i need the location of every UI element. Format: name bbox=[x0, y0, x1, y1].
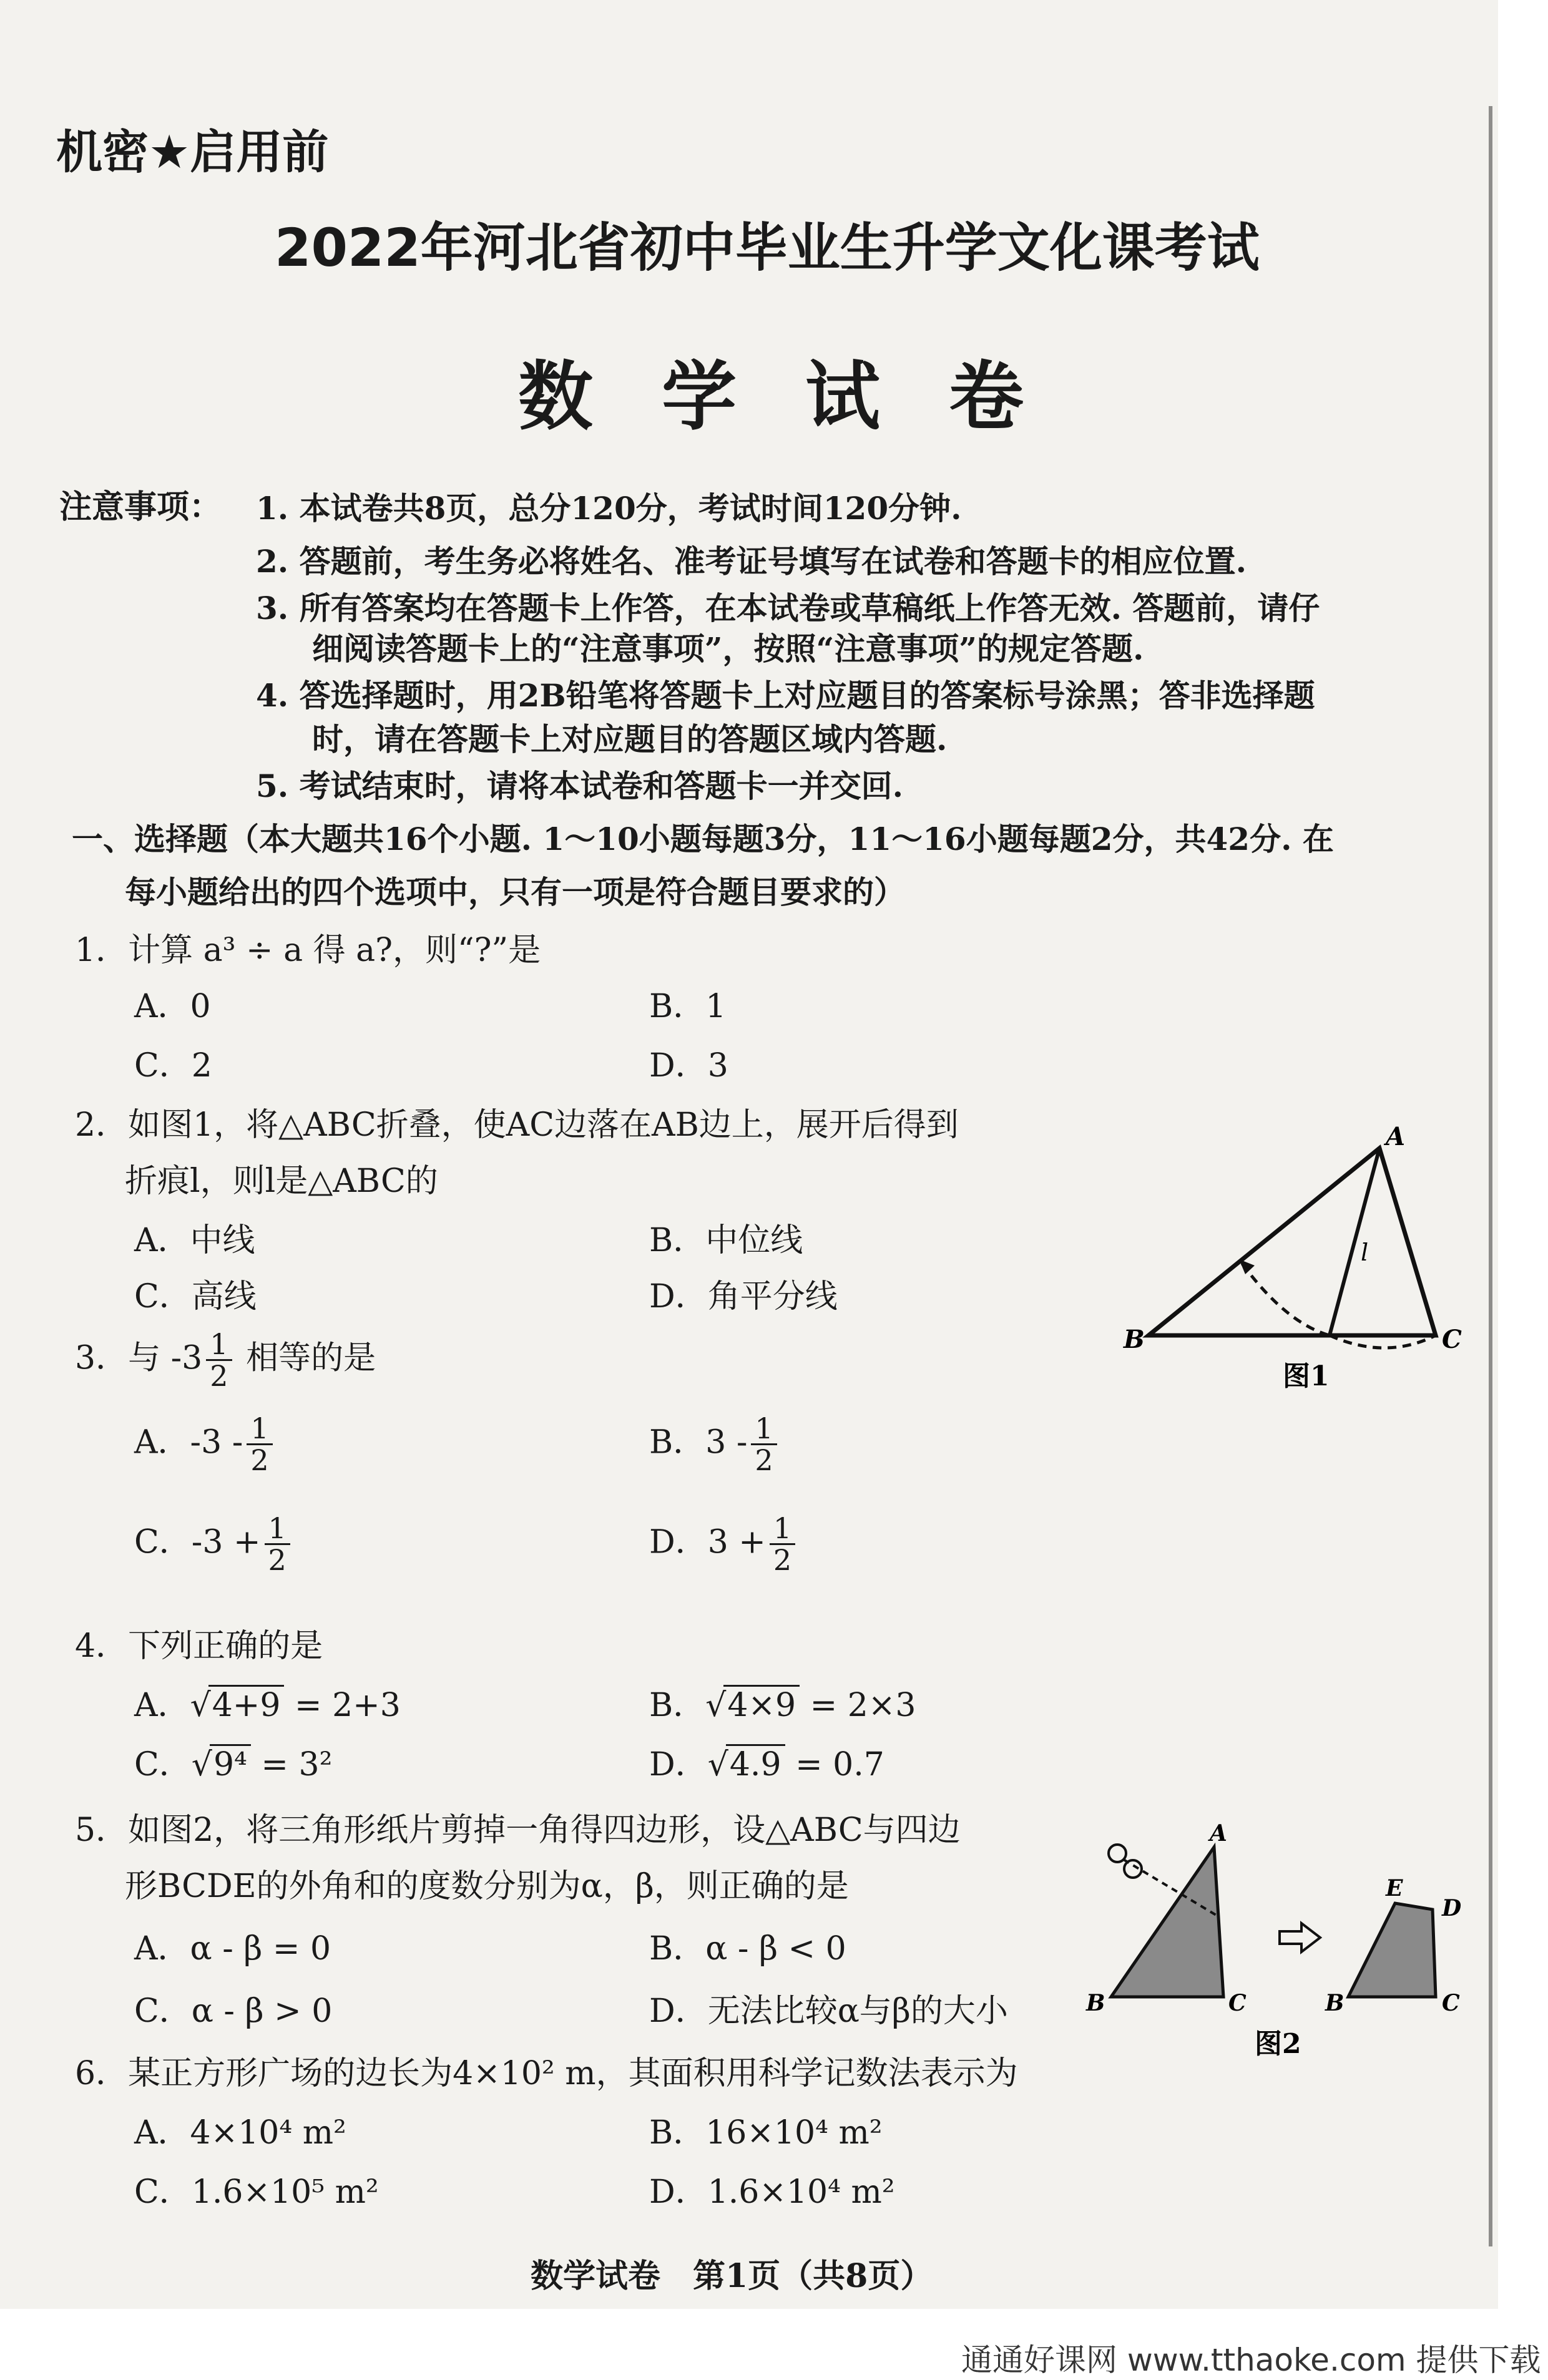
notice-label: 注意事项： bbox=[59, 489, 222, 526]
notice-item: 1. 本试卷共8页，总分120分，考试时间120分钟. bbox=[256, 490, 962, 527]
question-2-stem-cont: 折痕l，则l是△ABC的 bbox=[125, 1163, 438, 1200]
q4-option-d: D．√4.9 = 0.7 bbox=[649, 1738, 884, 1785]
q3-option-b: B．3 - $\frac{1}{2}$ bbox=[649, 1413, 781, 1476]
figure-2-cut-triangle bbox=[1074, 1816, 1486, 2065]
q3-option-c: C．-3 + $\frac{1}{2}$ bbox=[134, 1513, 294, 1576]
fig1-caption: 图1 bbox=[1283, 1360, 1330, 1392]
fig2-label-c2: C bbox=[1442, 1990, 1460, 2016]
section-heading: 一、选择题（本大题共16个小题. 1～10小题每题3分，11～16小题每题2分，共42分. 在 bbox=[72, 821, 1334, 857]
question-3-stem bbox=[75, 1329, 376, 1392]
q3-mixed-fraction: $\frac{1}{2}$ bbox=[206, 1329, 232, 1392]
q5-option-a: A．α - β = 0 bbox=[134, 1930, 331, 1968]
q5-option-c: C．α - β > 0 bbox=[134, 1992, 333, 2030]
fig2-label-a: A bbox=[1210, 1820, 1227, 1846]
q4-option-b: B．√4×9 = 2×3 bbox=[649, 1679, 916, 1725]
q6-option-d: D．1.6×10⁴ m² bbox=[649, 2173, 895, 2211]
notice-item: 5. 考试结束时，请将本试卷和答题卡一并交回. bbox=[256, 768, 904, 804]
fig2-label-e: E bbox=[1386, 1875, 1403, 1901]
q6-option-a: A．4×10⁴ m² bbox=[134, 2114, 346, 2152]
q3-stem-post: 相等的是 bbox=[246, 1339, 376, 1377]
figure-1-triangle bbox=[1111, 1111, 1498, 1423]
q3-option-a: A．-3 - $\frac{1}{2}$ bbox=[134, 1413, 277, 1476]
notice-item: 时，请在答题卡上对应题目的答题区域内答题. bbox=[312, 721, 948, 758]
paper-title: 数学试卷 bbox=[518, 354, 1092, 441]
q6-option-c: C．1.6×10⁵ m² bbox=[134, 2173, 379, 2211]
q1-option-b: B．1 bbox=[649, 988, 727, 1025]
exam-title: 2022年河北省初中毕业生升学文化课考试 bbox=[275, 217, 1260, 278]
fig2-caption: 图2 bbox=[1255, 2028, 1301, 2060]
question-5-stem: 5．如图2，将三角形纸片剪掉一角得四边形，设△ABC与四边 bbox=[75, 1812, 961, 1849]
fig1-label-c: C bbox=[1442, 1325, 1462, 1354]
fig2-label-b2: B bbox=[1325, 1990, 1345, 2016]
question-5-stem-cont: 形BCDE的外角和的度数分别为α，β，则正确的是 bbox=[125, 1868, 849, 1905]
section-heading-cont: 每小题给出的四个选项中，只有一项是符合题目要求的） bbox=[125, 874, 905, 910]
q1-option-a: A．0 bbox=[134, 988, 211, 1025]
q3-stem-pre: 3．与 -3 bbox=[75, 1339, 203, 1377]
q1-option-d: D．3 bbox=[649, 1047, 728, 1085]
notice-item: 细阅读答题卡上的“注意事项”，按照“注意事项”的规定答题. bbox=[312, 630, 1144, 667]
fig1-label-l: l bbox=[1361, 1239, 1369, 1266]
q2-option-c: C．高线 bbox=[134, 1278, 257, 1315]
watermark: 通通好课网 www.tthaoke.com 提供下载 bbox=[961, 2342, 1541, 2378]
q4-option-a: A．√4+9 = 2+3 bbox=[134, 1679, 401, 1725]
q5-option-d: D．无法比较α与β的大小 bbox=[649, 1992, 1008, 2030]
arrow-right-icon bbox=[1280, 1923, 1320, 1952]
notice-item: 2. 答题前，考生务必将姓名、准考证号填写在试卷和答题卡的相应位置. bbox=[256, 543, 1247, 580]
q2-option-d: D．角平分线 bbox=[649, 1278, 838, 1315]
q6-option-b: B．16×10⁴ m² bbox=[649, 2114, 883, 2152]
notice-item: 3. 所有答案均在答题卡上作答，在本试卷或草稿纸上作答无效. 答题前，请仔 bbox=[256, 590, 1320, 627]
fig2-label-c: C bbox=[1228, 1990, 1247, 2016]
page-footer: 数学试卷 第1页（共8页） bbox=[531, 2257, 933, 2295]
fig1-label-a: A bbox=[1386, 1122, 1406, 1151]
fig1-label-b: B bbox=[1124, 1325, 1145, 1354]
question-4-stem: 4．下列正确的是 bbox=[75, 1627, 323, 1665]
q2-option-a: A．中线 bbox=[134, 1222, 255, 1259]
question-6-stem: 6．某正方形广场的边长为4×10² m，其面积用科学记数法表示为 bbox=[75, 2055, 1018, 2092]
question-1-stem: 1．计算 a³ ÷ a 得 a?，则“?”是 bbox=[75, 932, 541, 969]
q2-option-b: B．中位线 bbox=[649, 1222, 803, 1259]
confidential-mark: 机密★启用前 bbox=[56, 125, 329, 179]
q5-option-b: B．α - β < 0 bbox=[649, 1930, 846, 1968]
fig2-label-b: B bbox=[1086, 1990, 1105, 2016]
notice-item: 4. 答选择题时，用2B铅笔将答题卡上对应题目的答案标号涂黑；答非选择题 bbox=[256, 677, 1315, 714]
q1-option-c: C．2 bbox=[134, 1047, 212, 1085]
question-2-stem: 2．如图1，将△ABC折叠，使AC边落在AB边上，展开后得到 bbox=[75, 1106, 959, 1144]
scissors-icon bbox=[1109, 1845, 1126, 1862]
q4-option-c: C．√9⁴ = 3² bbox=[134, 1738, 332, 1785]
q3-option-d: D．3 + $\frac{1}{2}$ bbox=[649, 1513, 799, 1576]
fig2-label-d: D bbox=[1442, 1895, 1462, 1921]
